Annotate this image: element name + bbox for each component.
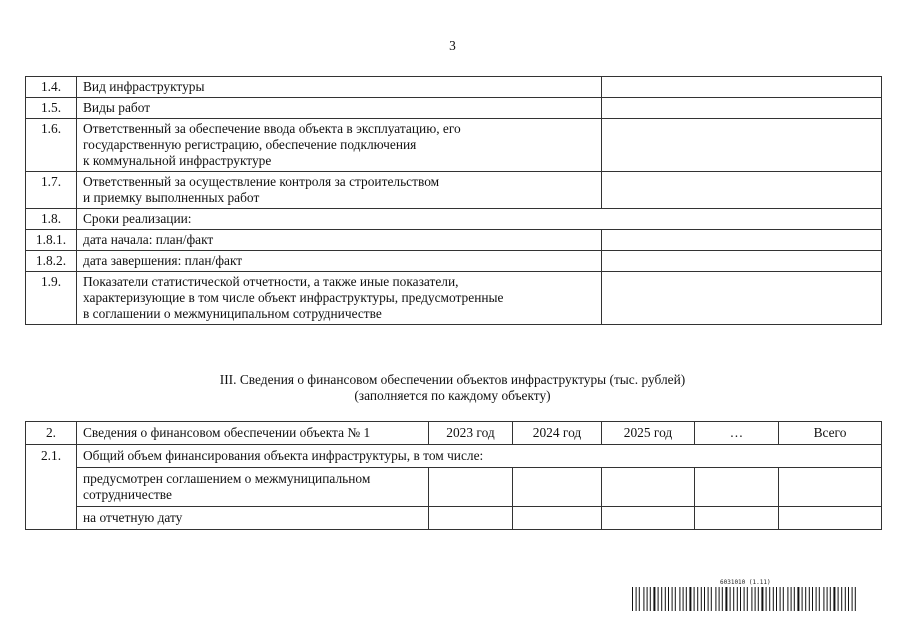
table-row — [26, 230, 882, 251]
value-cell[interactable] — [602, 77, 882, 98]
barcode-icon — [632, 587, 858, 611]
section-heading: III. Сведения о финансовом обеспечении объектов инфраструктуры (тыс. рублей) — [219, 372, 686, 387]
value-cell[interactable] — [602, 172, 882, 209]
row-number: 1.4. — [26, 77, 77, 98]
barcode-text: 6031010 (1.11) — [720, 579, 771, 586]
row-label: дата начала: план/факт — [77, 230, 602, 251]
row-number: 1.7. — [26, 172, 77, 209]
table-header-row — [26, 422, 882, 445]
row-label: Ответственный за обеспечение ввода объекта в эксплуатацию, его государственную регистрацию, обеспечение подключения к коммунальной инфраструктуре — [77, 119, 602, 172]
row-label: Сроки реализации: — [77, 209, 882, 230]
table-row — [26, 468, 882, 507]
barcode — [632, 579, 858, 611]
column-header-ellipsis: … — [695, 422, 779, 445]
row-label: Ответственный за осуществление контроля за строительством и приемку выполненных работ — [77, 172, 602, 209]
row-label: Виды работ — [77, 98, 602, 119]
value-cell[interactable] — [602, 230, 882, 251]
page-number: 3 — [449, 38, 456, 53]
table-row — [26, 119, 882, 172]
row-label: Общий объем финансирования объекта инфраструктуры, в том числе: — [77, 445, 882, 468]
financing-table — [25, 421, 882, 530]
value-cell[interactable] — [695, 507, 779, 530]
row-number: 2.1. — [26, 445, 77, 530]
value-cell[interactable] — [513, 468, 602, 507]
value-cell[interactable] — [602, 98, 882, 119]
row-number: 1.8. — [26, 209, 77, 230]
row-label: Вид инфраструктуры — [77, 77, 602, 98]
value-cell[interactable] — [695, 468, 779, 507]
value-cell[interactable] — [779, 507, 882, 530]
table-row — [26, 172, 882, 209]
row-label: Показатели статистической отчетности, а также иные показатели, характеризующие в том числе объект инфраструктуры, предусмотренные в соглашении о межмуниципальном сотрудничестве — [77, 272, 602, 325]
column-header: Сведения о финансовом обеспечении объекта № 1 — [77, 422, 429, 445]
value-cell[interactable] — [779, 468, 882, 507]
table-row — [26, 77, 882, 98]
table-row — [26, 251, 882, 272]
row-label: дата завершения: план/факт — [77, 251, 602, 272]
table-row — [26, 507, 882, 530]
table-row — [26, 272, 882, 325]
column-header-2025: 2025 год — [602, 422, 695, 445]
value-cell[interactable] — [429, 507, 513, 530]
table-row — [26, 98, 882, 119]
column-header-2024: 2024 год — [513, 422, 602, 445]
row-number: 1.9. — [26, 272, 77, 325]
table-row — [26, 209, 882, 230]
object-info-table — [25, 76, 882, 325]
row-label: на отчетную дату — [77, 507, 429, 530]
section-title — [0, 372, 905, 404]
value-cell[interactable] — [602, 119, 882, 172]
column-header-total: Всего — [779, 422, 882, 445]
row-number: 1.6. — [26, 119, 77, 172]
value-cell[interactable] — [513, 507, 602, 530]
row-number: 1.5. — [26, 98, 77, 119]
row-number: 2. — [26, 422, 77, 445]
row-label: предусмотрен соглашением о межмуниципальном сотрудничестве — [77, 468, 429, 507]
value-cell[interactable] — [602, 272, 882, 325]
value-cell[interactable] — [602, 251, 882, 272]
section-subheading: (заполняется по каждому объекту) — [354, 388, 551, 403]
value-cell[interactable] — [429, 468, 513, 507]
row-number: 1.8.2. — [26, 251, 77, 272]
row-number: 1.8.1. — [26, 230, 77, 251]
value-cell[interactable] — [602, 507, 695, 530]
value-cell[interactable] — [602, 468, 695, 507]
table-row — [26, 445, 882, 468]
column-header-2023: 2023 год — [429, 422, 513, 445]
